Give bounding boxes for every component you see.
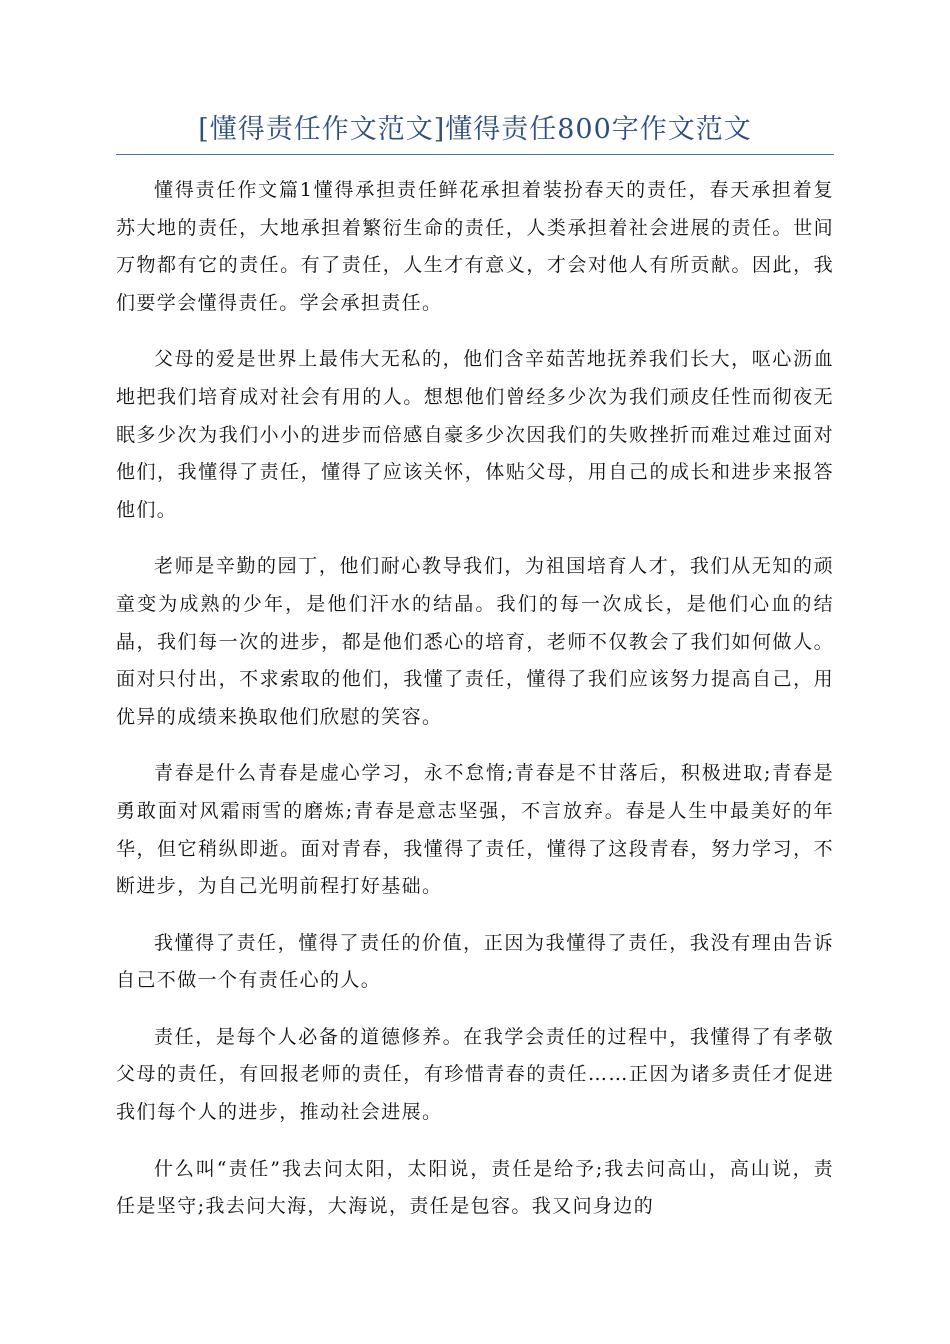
paragraph-5: 我懂得了责任，懂得了责任的价值，正因为我懂得了责任，我没有理由告诉自己不做一个有责任心的人。	[116, 931, 834, 992]
paragraph-4: 青春是什么青春是虚心学习，永不怠惰;青春是不甘落后，积极进取;青春是勇敢面对风霜雨雪的磨炼;青春是意志坚强，不言放弃。春是人生中最美好的年华，但它稍纵即逝。面对青春，我懂得了责任，懂得了这段青春，努力学习，不断进步，为自己光明前程打好基础。	[116, 762, 834, 898]
paragraph-3: 老师是辛勤的园丁，他们耐心教导我们，为祖国培育人才，我们从无知的顽童变为成熟的少年，是他们汗水的结晶。我们的每一次成长，是他们心血的结晶，我们每一次的进步，都是他们悉心的培育，老师不仅教会了我们如何做人。面对只付出，不求索取的他们，我懂了责任，懂得了我们应该努力提高自己，用优异的成绩来换取他们欣慰的笑容。	[116, 555, 834, 728]
title-underline	[116, 154, 834, 155]
paragraph-6: 责任，是每个人必备的道德修养。在我学会责任的过程中，我懂得了有孝敬父母的责任，有回报老师的责任，有珍惜青春的责任……正因为诸多责任才促进我们每个人的进步，推动社会进展。	[116, 1025, 834, 1124]
paragraph-2: 父母的爱是世界上最伟大无私的，他们含辛茹苦地抚养我们长大，呕心沥血地把我们培育成对社会有用的人。想想他们曾经多少次为我们顽皮任性而彻夜无眠多少次为我们小小的进步而倍感自豪多少次因我们的失败挫折而难过难过面对他们，我懂得了责任，懂得了应该关怀，体贴父母，用自己的成长和进步来报答他们。	[116, 348, 834, 521]
page-title: [懂得责任作文范文]懂得责任800字作文范文	[198, 114, 752, 145]
paragraph-1: 懂得责任作文篇1懂得承担责任鲜花承担着装扮春天的责任，春天承担着复苏大地的责任，大地承担着繁衍生命的责任，人类承担着社会进展的责任。世间万物都有它的责任。有了责任，人生才有意义，才会对他人有所贡献。因此，我们要学会懂得责任。学会承担责任。	[116, 179, 834, 314]
paragraph-7: 什么叫“责任”我去问太阳，太阳说，责任是给予;我去问高山，高山说，责任是坚守;我去问大海，大海说，责任是包容。我又问身边的	[116, 1157, 834, 1218]
article-body	[116, 172, 834, 1245]
